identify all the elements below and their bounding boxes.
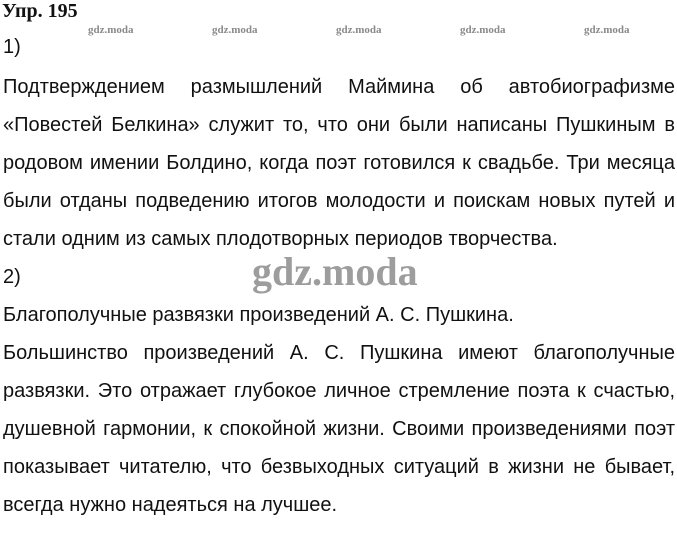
section-2-number: 2)	[3, 266, 21, 288]
section-1-number: 1)	[3, 36, 21, 58]
exercise-title: Упр. 195	[2, 0, 78, 22]
watermark-text: gdz.moda	[336, 24, 382, 36]
paragraph-line: Подтверждением размышлений Маймина об автобиографизме	[3, 76, 675, 98]
paragraph-line: душевной гармонии, к спокойной жизни. Своими произведениями поэт	[3, 418, 675, 440]
paragraph-line: всегда нужно надеяться на лучшее.	[3, 494, 338, 516]
watermark-text: gdz.moda	[460, 24, 506, 36]
watermark-row	[0, 23, 677, 37]
paragraph-line: были отданы подведению итогов молодости и поискам новых путей и	[3, 190, 675, 212]
paragraph-line: «Повестей Белкина» служит то, что они были написаны Пушкиным в	[3, 114, 675, 136]
watermark-text: gdz.moda	[88, 24, 134, 36]
watermark-text: gdz.moda	[212, 24, 258, 36]
watermark-text: gdz.moda	[584, 24, 630, 36]
watermark-logo: gdz.moda	[252, 249, 418, 294]
paragraph-line: Большинство произведений А. С. Пушкина имеют благополучные	[3, 342, 675, 364]
paragraph-line: развязки. Это отражает глубокое личное стремление поэта к счастью,	[3, 380, 675, 402]
section-2-heading: Благополучные развязки произведений А. С. Пушкина.	[3, 304, 514, 326]
paragraph-line: стали одним из самых плодотворных периодов творчества.	[3, 228, 558, 250]
paragraph-line: родовом имении Болдино, когда поэт готовился к свадьбе. Три месяца	[3, 152, 675, 174]
paragraph-line: показывает читателю, что безвыходных ситуаций в жизни не бывает,	[3, 456, 675, 478]
